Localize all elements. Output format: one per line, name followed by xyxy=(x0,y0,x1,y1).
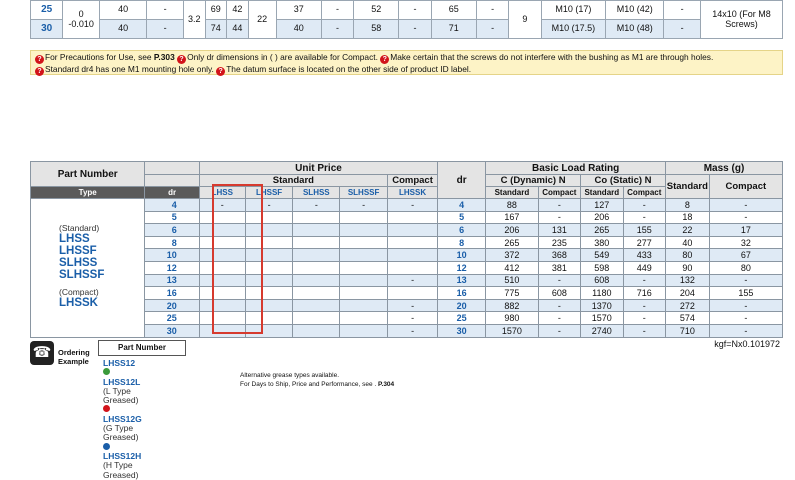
part-number-box: Part Number xyxy=(98,340,186,356)
table-row xyxy=(31,1,783,20)
dr-cell: 12 xyxy=(145,261,199,274)
load-cell: 433 xyxy=(623,249,665,262)
table-cell: 65 xyxy=(431,1,476,20)
price-cell xyxy=(199,299,245,312)
table-cell: - xyxy=(476,20,508,39)
price-cell xyxy=(293,224,340,237)
dr-cell: 20 xyxy=(438,299,486,312)
type-name: SLHSS xyxy=(59,257,98,269)
mass-cell: 132 xyxy=(666,274,710,287)
table-cell: 40 xyxy=(99,20,146,39)
mass-cell: 272 xyxy=(666,299,710,312)
type-block xyxy=(31,199,145,338)
table-cell: - xyxy=(476,1,508,20)
mass-cell: 90 xyxy=(666,261,710,274)
dr-cell: 16 xyxy=(438,287,486,300)
note-text: The datum surface is located on the other side of product ID label. xyxy=(226,64,472,74)
price-cell xyxy=(387,261,437,274)
mass-cell: 8 xyxy=(666,199,710,212)
table-cell: 58 xyxy=(354,20,399,39)
price-cell xyxy=(199,324,245,337)
header-compact: Compact xyxy=(387,175,437,187)
table-cell: 40 xyxy=(99,1,146,20)
table-cell: 74 xyxy=(205,20,227,39)
price-cell xyxy=(245,261,293,274)
price-cell xyxy=(199,211,245,224)
list-item: LHSS12G (G Type Greased) xyxy=(103,405,142,442)
price-cell xyxy=(199,224,245,237)
header-c-dynamic: C (Dynamic) N xyxy=(486,175,581,187)
price-cell xyxy=(340,261,388,274)
price-cell xyxy=(199,287,245,300)
standard-label: (Standard) xyxy=(59,223,100,233)
load-cell: - xyxy=(538,299,580,312)
header-part-number: Part Number xyxy=(31,162,145,187)
load-cell: - xyxy=(538,211,580,224)
header-lhss: LHSS xyxy=(199,187,245,199)
load-cell: 265 xyxy=(486,236,538,249)
table-cell: - xyxy=(664,20,701,39)
price-cell xyxy=(387,249,437,262)
dr-cell: 20 xyxy=(145,299,199,312)
price-cell xyxy=(340,299,388,312)
mass-cell: 32 xyxy=(709,236,782,249)
dr-cell: 8 xyxy=(438,236,486,249)
price-cell xyxy=(340,224,388,237)
price-cell xyxy=(245,211,293,224)
price-cell xyxy=(340,324,388,337)
load-cell: 131 xyxy=(538,224,580,237)
dr-cell: 6 xyxy=(438,224,486,237)
price-cell: - xyxy=(387,274,437,287)
header-mass-standard: Standard xyxy=(666,175,710,199)
mass-cell: 204 xyxy=(666,287,710,300)
ordering-list xyxy=(103,359,142,480)
header-co-compact: Compact xyxy=(623,187,665,199)
note-text: Standard dr4 has one M1 mounting hole only. xyxy=(45,64,214,74)
load-cell: 598 xyxy=(581,261,624,274)
table-cell: 42 xyxy=(227,1,249,20)
price-cell: - xyxy=(199,199,245,212)
dimension-table xyxy=(30,0,783,39)
list-item: LHSS12H (H Type Greased) xyxy=(103,443,142,480)
note-marker-icon: ? xyxy=(35,55,44,64)
price-cell xyxy=(387,287,437,300)
table-cell: 9 xyxy=(509,1,541,39)
price-cell xyxy=(199,261,245,274)
dr-cell: 12 xyxy=(438,261,486,274)
load-cell: 88 xyxy=(486,199,538,212)
table-cell: M10 (42) xyxy=(606,1,664,20)
note-text: For Precautions for Use, see xyxy=(45,52,154,62)
price-cell xyxy=(340,274,388,287)
header-type: Type xyxy=(31,187,145,199)
mass-cell: 710 xyxy=(666,324,710,337)
header-unit-price: Unit Price xyxy=(199,162,437,175)
price-cell xyxy=(340,312,388,325)
dr-cell: 13 xyxy=(145,274,199,287)
load-cell: - xyxy=(623,199,665,212)
load-cell: 980 xyxy=(486,312,538,325)
mass-cell: - xyxy=(709,274,782,287)
load-cell: 882 xyxy=(486,299,538,312)
mass-cell: - xyxy=(709,324,782,337)
table-cell: 37 xyxy=(276,1,321,20)
table-cell: 3.2 xyxy=(183,1,205,39)
price-cell xyxy=(340,236,388,249)
price-table xyxy=(30,161,783,338)
type-name: LHSSK xyxy=(59,297,98,309)
load-cell: 167 xyxy=(486,211,538,224)
mass-cell: - xyxy=(709,299,782,312)
price-cell xyxy=(387,236,437,249)
header-dr: dr xyxy=(145,187,199,199)
load-cell: 206 xyxy=(581,211,624,224)
dr-cell: 30 xyxy=(31,20,63,39)
table-cell: 69 xyxy=(205,1,227,20)
header-co-standard: Standard xyxy=(581,187,624,199)
load-cell: 412 xyxy=(486,261,538,274)
price-cell xyxy=(340,249,388,262)
header-lhssk: LHSSK xyxy=(387,187,437,199)
dr-cell: 6 xyxy=(145,224,199,237)
dr-cell: 25 xyxy=(145,312,199,325)
price-cell: - xyxy=(387,299,437,312)
price-cell xyxy=(293,261,340,274)
unit-conversion-note: kgf=Nx0.101972 xyxy=(714,339,780,349)
blue-dot-icon xyxy=(103,443,110,450)
compact-label: (Compact) xyxy=(59,287,99,297)
price-cell: - xyxy=(387,199,437,212)
load-cell: 716 xyxy=(623,287,665,300)
table-cell: M10 (48) xyxy=(606,20,664,39)
type-name: LHSS xyxy=(59,233,90,245)
load-cell: 380 xyxy=(581,236,624,249)
table-cell: M10 (17.5) xyxy=(541,20,606,39)
dr-cell: 25 xyxy=(438,312,486,325)
mass-cell: - xyxy=(709,211,782,224)
mass-cell: 22 xyxy=(666,224,710,237)
header-c-compact: Compact xyxy=(538,187,580,199)
table-cell: 14x10 (For M8 Screws) xyxy=(700,1,782,39)
mass-cell: 67 xyxy=(709,249,782,262)
price-cell xyxy=(245,236,293,249)
price-cell: - xyxy=(245,199,293,212)
dr-cell: 4 xyxy=(145,199,199,212)
load-cell: 549 xyxy=(581,249,624,262)
header-co-static: Co (Static) N xyxy=(581,175,666,187)
header-slhss: SLHSS xyxy=(293,187,340,199)
phone-icon: ☎ xyxy=(30,341,54,365)
load-cell: - xyxy=(623,324,665,337)
header-mass: Mass (g) xyxy=(666,162,783,175)
dr-cell: 5 xyxy=(438,211,486,224)
load-cell: 608 xyxy=(581,274,624,287)
load-cell: 510 xyxy=(486,274,538,287)
load-cell: 775 xyxy=(486,287,538,300)
list-item: LHSS12L (L Type Greased) xyxy=(103,368,142,405)
note-text: Only dr dimensions in ( ) are available for Compact. xyxy=(187,52,378,62)
mass-cell: - xyxy=(709,199,782,212)
load-cell: 1570 xyxy=(581,312,624,325)
load-cell: 206 xyxy=(486,224,538,237)
load-cell: 449 xyxy=(623,261,665,274)
mass-cell: 80 xyxy=(709,261,782,274)
mass-cell: 40 xyxy=(666,236,710,249)
price-cell xyxy=(199,312,245,325)
load-cell: - xyxy=(538,324,580,337)
type-name: SLHSSF xyxy=(59,269,105,281)
table-cell: M10 (17) xyxy=(541,1,606,20)
green-dot-icon xyxy=(103,368,110,375)
load-cell: 277 xyxy=(623,236,665,249)
price-cell xyxy=(245,299,293,312)
load-cell: - xyxy=(623,211,665,224)
mass-cell: 17 xyxy=(709,224,782,237)
load-cell: 1180 xyxy=(581,287,624,300)
price-cell xyxy=(245,312,293,325)
table-cell: - xyxy=(399,20,431,39)
mass-cell: 155 xyxy=(709,287,782,300)
price-cell xyxy=(293,299,340,312)
notes-bar xyxy=(30,50,783,75)
load-cell: - xyxy=(623,274,665,287)
table-cell: 71 xyxy=(431,20,476,39)
load-cell: - xyxy=(538,199,580,212)
mass-cell: 80 xyxy=(666,249,710,262)
load-cell: 1570 xyxy=(486,324,538,337)
price-cell xyxy=(293,274,340,287)
dr-cell: 5 xyxy=(145,211,199,224)
dr-cell: 4 xyxy=(438,199,486,212)
dr-cell: 8 xyxy=(145,236,199,249)
header-blank xyxy=(145,175,199,187)
price-cell xyxy=(340,287,388,300)
header-basic-load: Basic Load Rating xyxy=(486,162,666,175)
table-cell: 44 xyxy=(227,20,249,39)
dr-cell: 30 xyxy=(438,324,486,337)
load-cell: - xyxy=(623,299,665,312)
table-cell: - xyxy=(664,1,701,20)
note-marker-icon: ? xyxy=(216,67,225,76)
dr-cell: 16 xyxy=(145,287,199,300)
note-text: Make certain that the screws do not interfere with the bushing as M1 are through holes. xyxy=(390,52,714,62)
price-cell: - xyxy=(340,199,388,212)
price-cell xyxy=(293,211,340,224)
header-standard: Standard xyxy=(199,175,387,187)
price-cell: - xyxy=(387,312,437,325)
price-cell xyxy=(293,312,340,325)
load-cell: 608 xyxy=(538,287,580,300)
price-cell xyxy=(245,324,293,337)
load-cell: 155 xyxy=(623,224,665,237)
tolerance-cell: 0 -0.010 xyxy=(63,1,100,39)
page-ref-link[interactable]: P.303 xyxy=(153,52,175,62)
price-cell xyxy=(387,224,437,237)
mass-cell: 574 xyxy=(666,312,710,325)
load-cell: 372 xyxy=(486,249,538,262)
ordering-label: Ordering Example xyxy=(58,348,90,366)
table-row xyxy=(31,20,783,39)
header-lhssf: LHSSF xyxy=(245,187,293,199)
load-cell: 368 xyxy=(538,249,580,262)
header-c-standard: Standard xyxy=(486,187,538,199)
red-dot-icon xyxy=(103,405,110,412)
table-cell: 52 xyxy=(354,1,399,20)
load-cell: 235 xyxy=(538,236,580,249)
price-cell xyxy=(245,224,293,237)
mass-cell: - xyxy=(709,312,782,325)
table-cell: 40 xyxy=(276,20,321,39)
price-cell xyxy=(293,287,340,300)
load-cell: 2740 xyxy=(581,324,624,337)
dr-cell: 30 xyxy=(145,324,199,337)
list-item: LHSS12 xyxy=(103,358,136,368)
note-marker-icon: ? xyxy=(35,67,44,76)
load-cell: - xyxy=(623,312,665,325)
table-cell: - xyxy=(321,1,353,20)
load-cell: - xyxy=(538,274,580,287)
header-dr: dr xyxy=(438,162,486,199)
load-cell: - xyxy=(538,312,580,325)
price-cell xyxy=(245,249,293,262)
price-cell: - xyxy=(387,324,437,337)
type-name: LHSSF xyxy=(59,245,97,257)
load-cell: 265 xyxy=(581,224,624,237)
load-cell: 127 xyxy=(581,199,624,212)
page-ref-link[interactable]: P.304 xyxy=(378,381,395,388)
price-cell xyxy=(293,249,340,262)
price-cell xyxy=(245,287,293,300)
price-cell xyxy=(293,236,340,249)
table-row xyxy=(31,199,783,212)
price-cell xyxy=(293,324,340,337)
note-marker-icon: ? xyxy=(177,55,186,64)
dr-cell: 10 xyxy=(145,249,199,262)
price-cell xyxy=(199,249,245,262)
price-cell xyxy=(340,211,388,224)
table-cell: 22 xyxy=(248,1,276,39)
header-blank xyxy=(145,162,199,175)
price-cell: - xyxy=(293,199,340,212)
table-cell: - xyxy=(399,1,431,20)
table-cell: - xyxy=(321,20,353,39)
header-mass-compact: Compact xyxy=(709,175,782,199)
grease-note: Alternative grease types available. For Days to Ship, Price and Performance, see . P.304 xyxy=(240,372,395,388)
dr-cell: 10 xyxy=(438,249,486,262)
dr-cell: 13 xyxy=(438,274,486,287)
table-cell: - xyxy=(147,20,184,39)
price-cell xyxy=(199,236,245,249)
load-cell: 381 xyxy=(538,261,580,274)
load-cell: 1370 xyxy=(581,299,624,312)
price-cell xyxy=(199,274,245,287)
header-slhssf: SLHSSF xyxy=(340,187,388,199)
mass-cell: 18 xyxy=(666,211,710,224)
table-cell: - xyxy=(147,1,184,20)
price-cell xyxy=(387,211,437,224)
dr-cell: 25 xyxy=(31,1,63,20)
note-marker-icon: ? xyxy=(380,55,389,64)
price-cell xyxy=(245,274,293,287)
